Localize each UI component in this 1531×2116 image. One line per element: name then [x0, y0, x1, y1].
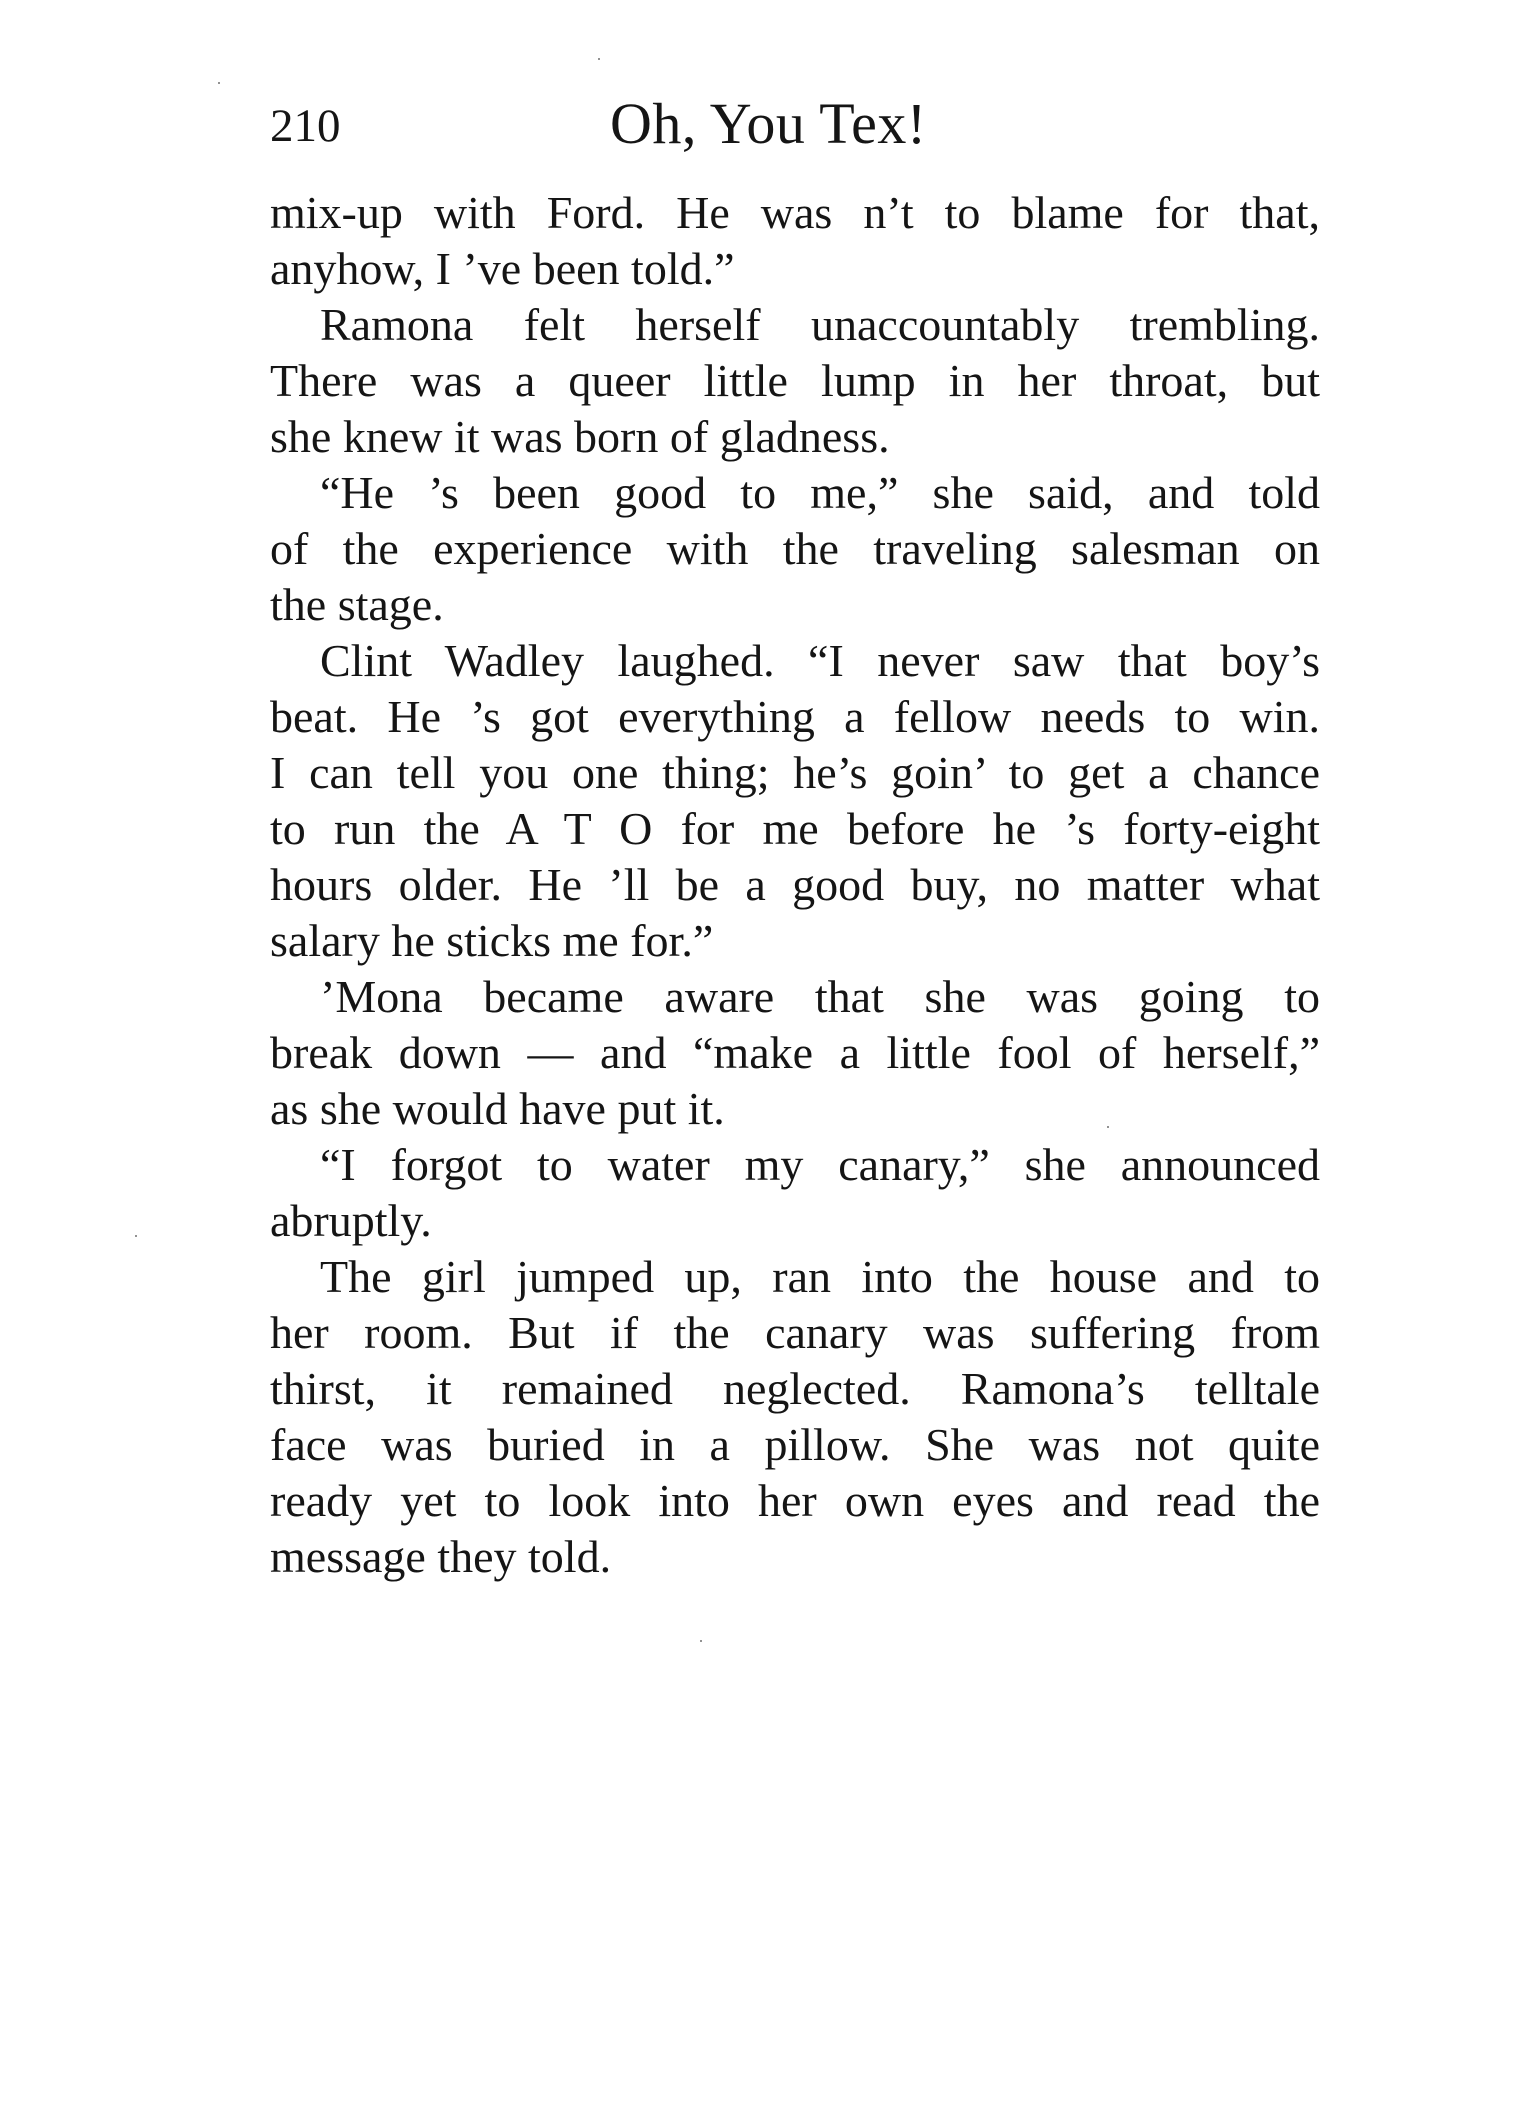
text-line: face was buried in a pillow. She was not quite [270, 1419, 1320, 1470]
text-line: There was a queer little lump in her throat, but [270, 355, 1320, 406]
text-line: her room. But if the canary was suffering from [270, 1307, 1320, 1358]
text-line: Clint Wadley laughed. “I never saw that boy’s [320, 635, 1320, 686]
text-line: abruptly. [270, 1195, 432, 1246]
text-line: “I forgot to water my canary,” she announced [320, 1139, 1320, 1190]
text-line: thirst, it remained neglected. Ramona’s telltale [270, 1363, 1320, 1414]
text-line: mix-up with Ford. He was n’t to blame for that, [270, 187, 1320, 238]
text-line: The girl jumped up, ran into the house and to [320, 1251, 1320, 1302]
paper-speck [1107, 1126, 1109, 1128]
text-line: Ramona felt herself unaccountably trembling. [320, 299, 1320, 350]
text-line: of the experience with the traveling salesman on [270, 523, 1320, 574]
text-line: anyhow, I ’ve been told.” [270, 243, 735, 294]
text-line: message they told. [270, 1531, 612, 1582]
body-text [270, 185, 1320, 1585]
text-line: break down — and “make a little fool of herself,” [270, 1027, 1320, 1078]
paper-speck [218, 82, 220, 84]
text-line: as she would have put it. [270, 1083, 725, 1134]
text-line: ready yet to look into her own eyes and read the [270, 1475, 1320, 1526]
paper-speck [700, 1640, 702, 1642]
text-line: she knew it was born of gladness. [270, 411, 890, 462]
page-number: 210 [270, 100, 341, 152]
text-line: I can tell you one thing; he’s goin’ to get a chance [270, 747, 1320, 798]
paper-speck [135, 1235, 137, 1237]
text-line: to run the A T O for me before he ’s forty-eight [270, 803, 1320, 854]
text-line: hours older. He ’ll be a good buy, no matter what [270, 859, 1320, 910]
running-head: Oh, You Tex! [610, 91, 927, 156]
text-line: ’Mona became aware that she was going to [320, 971, 1320, 1022]
paper-speck [598, 58, 600, 60]
text-line: the stage. [270, 579, 444, 630]
text-line: “He ’s been good to me,” she said, and told [320, 467, 1320, 518]
text-line: salary he sticks me for.” [270, 915, 714, 966]
text-line: beat. He ’s got everything a fellow needs to win. [270, 691, 1320, 742]
page-header [270, 91, 1320, 175]
